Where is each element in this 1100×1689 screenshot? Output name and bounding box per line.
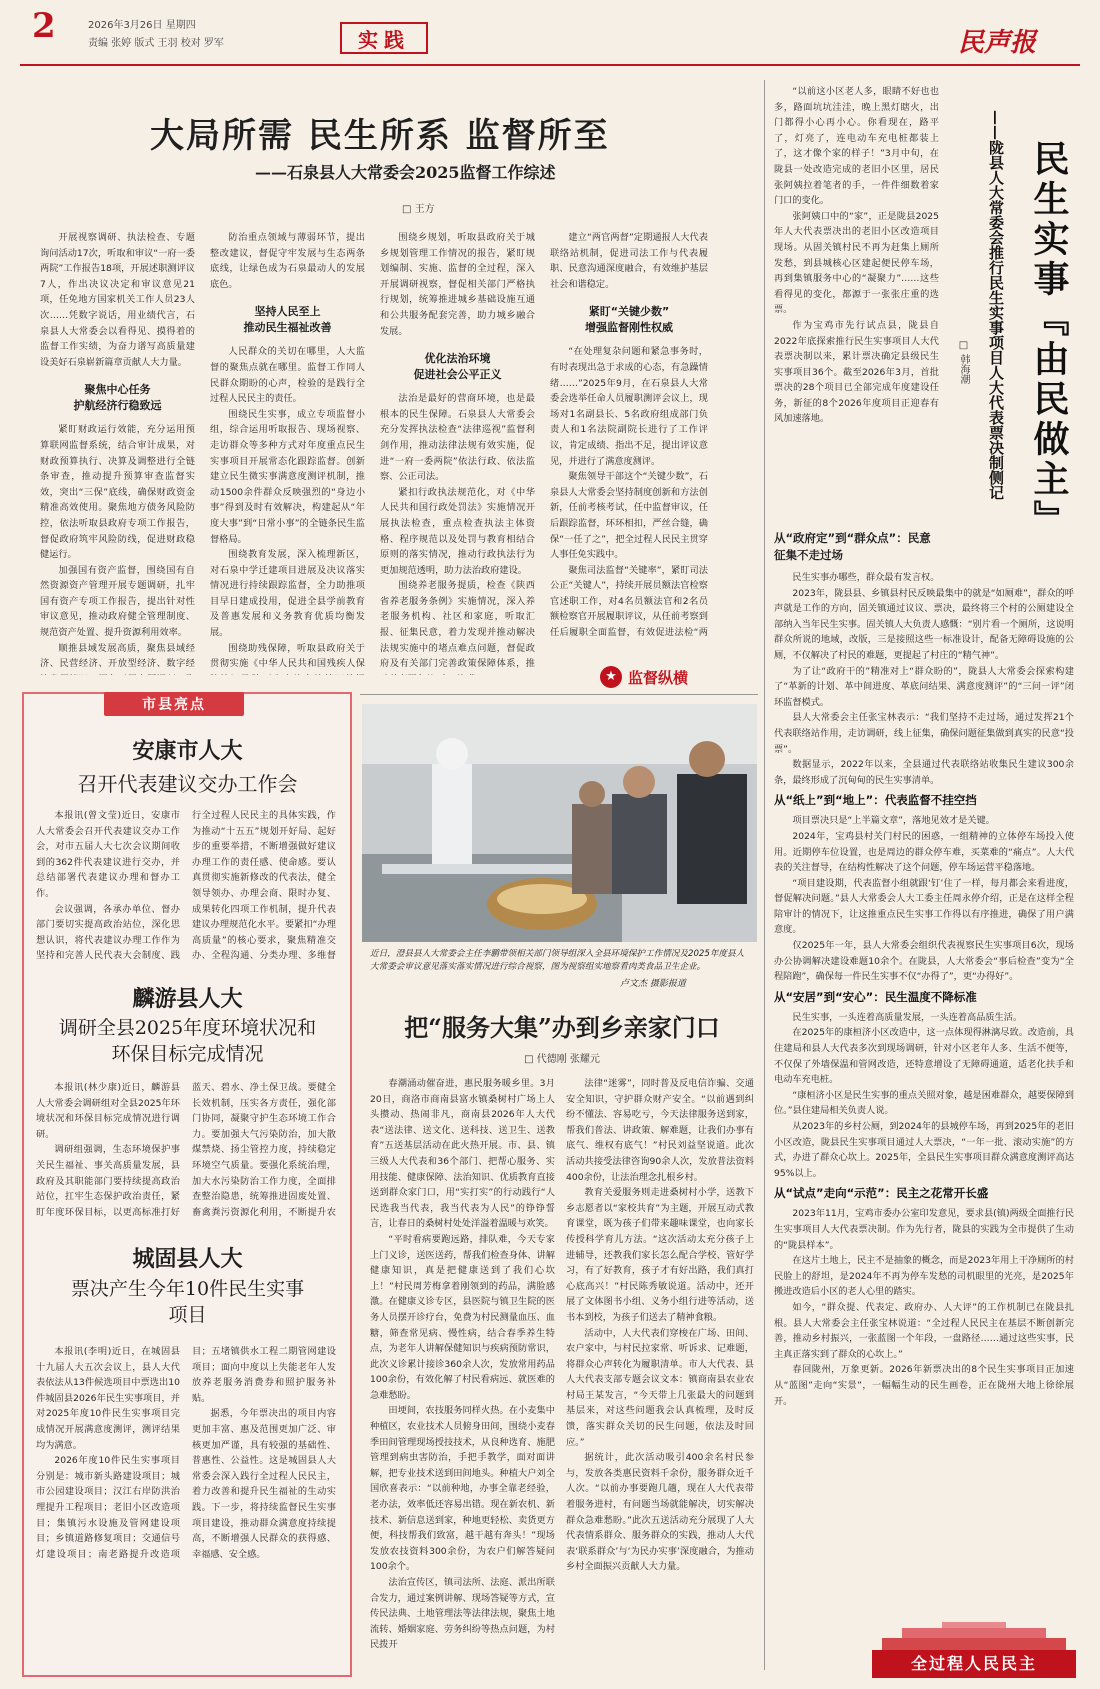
city-news-2-body (36, 1080, 336, 1224)
lead-paragraph: 紧盯财政运行效能，充分运用预算联网监督系统，结合审计成果，对财政预算执行、决算及调整进行全链条审查，推动提升预算审查监督实效，突出“三保”底线，确保财政资金精准高效使用。聚焦地方债务风险防控，依法听取县政府专项工作报告，督促政府筑牢风险防线，促进财政稳健运行。 (40, 424, 195, 561)
story-paragraph: 活动中，人大代表们穿梭在广场、田间、农户家中，与村民拉家常、听诉求、记难题，将群众心声转化为履职清单。市人大代表、县人大代表支部专题会议文本：镇商南县农业农村局王某发言，“今天带上几张最大的问题到基层来，对这些问题我会认真梳理，及时反馈，落实群众关切的民生问题，依法及时回应。” (566, 1327, 754, 1448)
header-editors: 责编 张婷 版式 王羽 校对 罗军 (88, 38, 224, 49)
lead-paragraph: 顺推县域发展高质，聚焦县域经济、民营经济、开放型经济、数字经 (40, 642, 195, 670)
column-tag (600, 664, 740, 690)
sidebar-paragraph: 张阿姨口中的“家”，正是陇县2025年人大代表票决出的老旧小区改造项目现场。从固关镇村民不再为赶集上厕所发愁，到县城核心区建起便民停车场，再到集镇服务中心的“凝聚力”……这些看得见的变化，都源于一张张庄重的选票。 (774, 210, 939, 316)
photo-caption: 近日，澄县县人大常委会主任李鹏带领相关部门领导组深入全县环境保护工作情况及2025年度县人大常委会审议意见落实落实情况进行综合视察，图为视察组实地察看肉类食品卫生企业。 (370, 949, 745, 972)
sidebar-heading: 从“试点”走向“示范”：民主之花常开长盛 (774, 1186, 989, 1201)
city-news-2-head: 麟游县人大 (132, 986, 243, 1012)
sidebar-paragraph: “康桓济小区是民生实事的重点关照对象，越是困难群众，越要保障到位。”县住建局相关负责人说。 (774, 1089, 1074, 1117)
sidebar-paragraph: 2023年，陇县县、乡镇县村民反映最集中的就是“如厕难”，群众的呼声就是工作的方向，固关镇通过议议、票决，最终将三个村的公厕建设全部纳入当年民生实事。固关镇人大负责人感慨：“别片看一个厕所，这说明群众所说的地域，改版，三是接照这些一标准设计，配备无障碍设施的公厕，不仅解决了村民的难题，更提起了村庄的“精气神”。 (774, 587, 1074, 661)
sidebar-paragraph: 仅2025年一年，县人大常委会组织代表视察民生实事项目6次，现场办公协调解决建设难题10余个。在陇县，人大常委会“事后检查”变为“全程陪跑”，确保每一件民生实事不仅“办得了”，更“办得好”。 (774, 940, 1074, 983)
city-news-3-head: 城固县人大 (132, 1246, 243, 1272)
sidebar-paragraph: “以前这小区老人多，眼睛不好也也多，路面坑坑洼洼，晚上黑灯瞎火，出门都得小心再小心。你看现在，路平了，灯亮了，连电动车充电桩都装上了，这才像个家的样子！”3月中旬，在陇县一处改造完成的老旧小区里，居民张阿姨拉着笔者的手，一件件细数着家门口的变化。 (774, 86, 939, 207)
city-news-2-sub: 调研全县2025年度环境状况和环保目标完成情况 (58, 1017, 317, 1065)
lead-subhead: 聚焦中心任务 护航经济行稳致远 (73, 383, 162, 413)
story-byline: □ 代德刚 张耀元 (524, 1054, 600, 1065)
lead-subhead: 优化法治环境 促进社会公平正义 (413, 352, 502, 382)
lead-col-4 (550, 230, 708, 640)
sidebar-byline: □ 韩海潮 (958, 340, 969, 385)
lead-paragraph: 围绕助残保障，听取县政府关于贯彻实施《中华人民共和国残疾人保 (210, 642, 365, 670)
section-label: 实践 (358, 27, 410, 52)
star-icon: ★ (600, 666, 622, 688)
page-number: 2 (32, 6, 56, 46)
sidebar-subtitle: ——陇县人大常委会推行民生实事项目人大代表票决制侧记 (987, 110, 1005, 500)
sidebar-paragraph: 如今，“群众提、代表定、政府办、人大评”的工作机制已在陇县扎根。县人大常委会主任张宝林说道：“全过程人民民主在基层不断创新完善，推动乡村振兴，一张蓝图一个年段，一盘路径……通过这些实事，民主真正落实到了群众的心坎上。” (774, 1301, 1074, 1360)
lead-paragraph: 围绕乡规划，听取县政府关于城乡规划管理工作情况的报告，紧盯规划编制、实施、监督的全过程，深入开展调研视察，督促相关部门严格执行规划，统筹推进城乡基础设施互通和公共服务配套完善，助力城乡融合发展。 (380, 232, 535, 337)
city-tag-label: 市县亮点 (142, 697, 206, 713)
great-hall-illustration (872, 1620, 1076, 1650)
city-news-1-body (36, 808, 336, 968)
lead-paragraph: 围绕养老服务提质，检查《陕西省养老服务条例》实施情况，深入养老服务机构、社区和家庭，听取汇报、征集民意，着力发现并推动解决法规实施中的堵点难点问题，督促政府及有关部门完善政策保障体系，推 (380, 580, 535, 670)
sidebar-paragraph: 在2025年的康桓济小区改造中，这一点体现得淋漓尽致。改造前，具住建局和县人大代表多次到现场调研，针对小区老年人多、生活不便等，不仅保了外墙保温和管网改造，还特意增设了无障碍通道，适老化扶手和电动车充电桩。 (774, 1027, 1074, 1086)
lead-col-2 (210, 230, 365, 675)
lead-paragraph: 防治重点领域与薄弱环节，提出整改建议，督促守牢发展与生态两条底线，让绿色成为石泉最动人的发展底色。 (210, 232, 365, 290)
lead-bottom-rule (360, 694, 758, 695)
lead-paragraph: 围绕教育发展，深入梳理新区，对石泉中学迁建项目进展及决议落实情况进行持续跟踪监督，全力助推项目早日建成投用，促进全县学前教育及普惠发展和义务教育优质均衡发展。 (210, 549, 365, 639)
photo-credit: 卢文杰 摄影报道 (620, 979, 686, 989)
story-col-1 (370, 1076, 555, 1676)
sidebar-title: 民生实事『由民做主』 (1028, 140, 1070, 540)
sidebar-paragraph: 县人大常委会主任张宝林表示：“我们坚持不走过场，通过发挥21个代表联络站作用，走访调研，线上征集，确保问题征集做到真实的民意“投票”。 (774, 712, 1074, 755)
bottom-banner-label: 全过程人民民主 (872, 1650, 1076, 1678)
story-paragraph: 田埂间，农技服务同样火热。在小麦集中种植区，农业技术人员俯身田间，围绕小麦春季田间管理现场授技技术，从良种选育、施肥管理到病虫害防治，手把手教学，面对面讲解，把专业技术送到田间地头。种植大户刘全国欣喜表示：“以前种地，办事全靠老经验，老办法，效率低还容易出错。现在新农机、新技术、新信息送到家，种地更轻松、卖货更方便，科技帮我们致富，越干越有奔头！”现场发放农技资料300余份，为农户们解答疑问100余个。 (370, 1405, 555, 1573)
city-paragraph: 据悉，今年票决出的项目内容更加丰富、惠及范围更加广泛、审核更加严谨，具有较强的基础性、普惠性、公益性。这是城固县人大常委会深入践行全过程人民民主，着力改善和提升民生福祉的生动实践。下一步，将持续监督民生实事项目建设，推动群众满意度持续提高，不断增强人民群众的获得感、幸福感、安全感。 (192, 1408, 336, 1560)
lead-col-3 (380, 230, 535, 675)
story-paragraph: 法律“迷雾”，同时普及反电信诈骗、交通安全知识，守护群众财产安全。“以前遇到纠纷不懂法、容易吃亏，今天法律服务送到家，帮我们普法、讲政策、解难题，让我们办事有底气、维权有底气！”村民刘益坚说道。此次活动共接受法律咨询90余人次，发放普法资料400余份，让法治理念扎根乡村。 (566, 1078, 754, 1183)
sidebar-heading: 从“政府定”到“群众点”：民意征集不走过场 (774, 531, 931, 562)
lead-paragraph: 聚焦领导干部这个“关键少数”，石泉县人大常委会坚持制度创新和方法创新，任前考核考试，任中监督审议，任后跟踪监督，环环相扣，严丝合缝，确保“一任了之”，把全过程人民民主贯穿人事任免实践中。 (550, 471, 708, 561)
story-title: 把“服务大集”办到乡亲家门口 (404, 1013, 720, 1042)
city-news-1-sub: 召开代表建议交办工作会 (77, 772, 298, 796)
city-tag (104, 692, 244, 716)
header-rule (20, 64, 1080, 66)
sidebar-paragraph: 从2023年的乡村公厕，到2024年的县城停车场，再到2025年的老旧小区改造，陇县民生实事项目通过人大票决，“一年一批、滚动实施”的方式，办进了群众心坎上。2025年，全县民生实事项目群众满意度测评高达95%以上。 (774, 1121, 1074, 1179)
story-paragraph: 教育关爱服务则走进桑树村小学，送教下乡志愿者以“家校共育”为主题，开展互动式教育课堂，既为孩子们带来趣味课堂，也向家长传授科学育儿方法。“这次活动太充分孩子上进辅导，还教我们家长怎么配合学校、管好学习，有了好教育，孩子才有好出路，我们真打心底高兴！”村民陈秀敏说道。活动中，还开展了文体图书小组、义务小组行进等活动，送书本到校，为孩子们送去了精神食粮。 (566, 1187, 754, 1323)
story-col-2 (566, 1076, 754, 1676)
lead-paragraph: 人民群众的关切在哪里，人大监督的聚焦点就在哪里。监督工作同人民群众期盼的心声，检验的是践行全过程人民民主的责任。 (210, 346, 365, 405)
lead-title: 大局所需 民生所系 监督所至 (150, 116, 610, 156)
lead-paragraph: 开展视察调研、执法检查、专题询问活动17次，听取和审议“一府一委两院”工作报告18项，开展述职测评议7人，作出决议决定和审议意见21项，任免地方国家机关工作人员23人次……凭数字说话，用业绩代言，石泉县人大常委会以看得见、摸得着的监督工作实绩，为奋力谱写高质量建设美好石泉崭新篇章贡献人大力量。 (40, 232, 195, 368)
sidebar-paragraph: 春回陇州，万象更新。2026年新票决出的8个民生实事项目正加速从“蓝图”走向“实景”，一幅幅生动的民生画卷，正在陇州大地上徐徐展开。 (774, 1364, 1074, 1407)
lead-paragraph: 聚焦司法监督“关键率”，紧盯司法公正“关键人”，持续开展员额法官检察官述职工作，对4名员额法官和2名员额检察官开展履职评议，从任前考察到任后履职全面监督，有效促进法检“两 (550, 564, 708, 639)
sidebar-paragraph: “项目建设期，代表监督小组就跟‘钉’住了一样，每月都会来看进度，督促解决问题。”县人大常委会人大工委主任周永停介绍，正是在这样全程陪审计的情况下，让这推重点民生实事工作得以有序推进，确保了用户满意度。 (774, 877, 1074, 936)
sidebar-paragraph: 2023年11月，宝鸡市委办公室印发意见，要求县(镇)两级全面推行民生实事项目人大代表票决制。作为先行者，陇县的实践为全市提供了生动的“陇县样本”。 (774, 1208, 1074, 1251)
sidebar-body (774, 570, 1074, 1650)
news-photo (362, 704, 757, 942)
sidebar-paragraph: 项目票决只是“上半篇文章”，落地见效才是关键。 (792, 815, 995, 827)
sidebar-paragraph: 在这片土地上，民主不是抽象的概念，而是2023年用上干净厕所的村民脸上的舒坦，是2024年不再为停车发愁的司机眼里的光亮，是2025年搬进改造后小区的老人心里的踏实。 (774, 1255, 1074, 1298)
city-news-1-head: 安康市人大 (132, 738, 243, 764)
lead-subhead: 坚持人民至上 推动民生福祉改善 (243, 305, 332, 335)
lead-paragraph: “在处理复杂问题和紧急事务时，有时表现出急于求成的心态，有急躁情绪……”2025年9月，在石泉县人大常委会选举任命人员履职测评会议上，现场对1名副县长、5名政府组成部门负责人和1名法院副院长进行了工作评议，肯定成绩、指出不足，提出评议意见，并进行了满意度测评。 (550, 346, 708, 467)
lead-subtitle: ——石泉县人大常委会2025监督工作综述 (255, 163, 556, 182)
city-paragraph: 本报讯(李明)近日，在城固县十九届人大五次会议上，县人大代表依法从13件候选项目中票选出10件城固县2026年民生实事项目，并对2025年度10件民生实事项目完成情况开展满意度测评，测评结果均为满意。 (36, 1346, 180, 1451)
sidebar-paragraph: 为了让“政府干的”精准对上“群众盼的”，陇县人大常委会探索构建了“革新的计划、革中间进度、革底问结果、满意度测评”的“三问一评”闭环监督模式。 (774, 665, 1074, 708)
lead-paragraph: 建立“两官两督”定期通报人大代表联络站机制，促进司法工作与代表履职、民意沟通深度融合，有效维护基层社会和谐稳定。 (550, 232, 708, 290)
city-paragraph: 调研组强调，生态环境保护事关民生福祉、事关高质量发展，县政府及其职能部门要持续提高政治站位，扛牢生态保护政治责任，紧盯年度环保目标，以更高标准打好蓝天、碧水、净土保卫战。要健全长效机制，压实各方责任，强化部门协同，凝聚守护生态环境工作合力。要加强大气污染防治，加大散煤禁烧、扬尘管控力度，持续稳定环境空气质量。要强化系统治理，加大水污染防治工作力度，全面排查整治隐患，统筹推进固废处置、畜禽粪污资源化利用，不断提升农 (36, 1082, 336, 1218)
story-paragraph: 法治宣传区，镇司法所、法庭、派出所联合发力，通过案例讲解、现场答疑等方式，宣传民法典、土地管理法等法律法规，聚焦土地流转、婚姻家庭、劳务纠纷等热点问题，为村民拨开 (370, 1577, 555, 1651)
sidebar-divider (764, 80, 765, 1670)
sidebar-paragraph: 数据显示，2022年以来，全县通过代表联络站收集民生建议300余条，最终形成了沉甸甸的民生实事清单。 (774, 759, 1074, 786)
story-paragraph: 春潮涌动催奋进，惠民服务暖乡里。3月20日，商洛市商南县富水镇桑树村广场上人头攒动、热闹非凡，商南县2026年人大代表“送法律、送文化、送科技、送卫生、送教育”五送基层活动在此火热开展。市、县、镇三级人大代表和36个部门、把帮心服务、实用技能、健康保障、法治知识、优质教育直接送到群众家门口，用“实打实”的行动践行“人民选我当代表，我当代表为人民”的铮铮誓言，让春日的桑树村处处洋溢着温暖与欢笑。 (370, 1078, 555, 1230)
lead-paragraph: 围绕民生实事，成立专项监督小组，综合运用听取报告、现场视察、走访群众等多种方式对年度重点民生实事项目开展常态化跟踪监督。创新建立民生微实事满意度测评机制，推动1500余件群众反映强烈的“身边小事”得到及时有效解决，构建起从“年度大事”到“日常小事”的全链条民生监督格局。 (210, 408, 365, 545)
lead-col-1 (40, 230, 195, 675)
sidebar-paragraph: 民生实事，一头连着高质量发展，一头连着高品质生活。 (792, 1011, 1023, 1023)
lead-paragraph: 加强国有资产监督，围绕国有自然资源资产管理开展专题调研，扎牢国有资产专项工作报告，提出针对性审议意见，推动政府健全管理制度、规范资产处置、提升资源利用效率。 (40, 564, 195, 639)
section-badge (340, 22, 428, 54)
lead-byline: □ 王方 (402, 204, 435, 215)
header-date: 2026年3月26日 星期四 (88, 20, 196, 31)
sidebar-intro (774, 84, 939, 529)
photo-illustration (362, 704, 757, 942)
sidebar-heading: 从“纸上”到“地上”：代表监督不挂空挡 (774, 793, 977, 808)
lead-subhead: 紧盯“关键少数” 增强监督刚性权威 (585, 305, 673, 335)
city-news-3-body (36, 1344, 336, 1666)
city-paragraph: 本报讯(曾文莹)近日，安康市人大常委会召开代表建议交办工作会，对市五届人大七次会议期间收到的362件代表建议进行交办，并总结部署代表建议办理和督办工作。 (36, 810, 180, 899)
story-paragraph: 据统计，此次活动吸引400余名村民参与，发放各类惠民资料千余份，服务群众近千人次。“以前办事要跑几趟，现在人大代表带着服务进村，有问题当场就能解决，切实解决群众急难愁盼。”此次五送活动充分展现了人大代表情系群众、服务群众的实践，推动人大代表‘联系群众’与‘为民办实事’深度融合，为推动乡村全面振兴贡献人大力量。 (566, 1452, 754, 1573)
city-news-3-sub: 票决产生今年10件民生实事项目 (70, 1278, 305, 1326)
page-header (0, 0, 1100, 76)
sidebar-heading: 从“安居”到“安心”：民生温度不降标准 (774, 989, 977, 1004)
city-paragraph: 会议强调，各承办单位、督办部门要切实提高政治站位，深化思想认识，将代表建议办理工作作为坚持和完善人民代表大会制度、践行全过程人民民主的具体实践，作为推动“十五五”规划开好局、起好步的重要举措，不断增强做好建议办理工作的责任感、使命感。要认真贯彻实施新修改的代表法，健全领导领办、办理会商、限时办复、成果转化四项工作机制，提升代表建议办理规范化水平。要紧扣“办理高质量”的核心要求，聚焦精准交办、全程沟通、分类办理、多维督 (36, 810, 336, 962)
lead-paragraph: 法治是最好的营商环境，也是最根本的民生保障。石泉县人大常委会充分发挥执法检查“法律巡视”监督利剑作用，推动法律法规有效实施，促进“一府一委两院”依法行政、依法监察、公正司法。 (380, 393, 535, 483)
story-paragraph: “平时看病要跑远路，排队难，今天专家上门义诊，送医送药，帮我们检查身体、讲解健康知识，真是把健康送到了我们心坎上！”村民周芳梅拿着刚领到的药品，满脸感激。在健康义诊专区，县医院与镇卫生院的医务人员摆开诊疗台，免费为村民测量血压、血糖，筛查常见病、慢性病，结合春季养生特点，为老年人讲解保健知识与疾病预防常识，此次义诊累计接诊360余人次，发放常用药品100余份，有效化解了村民看病远、就医难的急难愁盼。 (370, 1233, 555, 1401)
masthead-logo: 民声报 (958, 28, 1037, 58)
sidebar-paragraph: 民生实事办哪些，群众最有发言权。 (792, 572, 940, 583)
sidebar-paragraph: 2024年，宝鸡县村关门村民的困惑，一组精神的立体停车场投入使用。近期停车位设置，也是周边的群众停车难，买菜难的“痛点”。人大代表的关注督导，在结构性解决了这个问题，停车场运营平稳落地。 (774, 830, 1074, 874)
lead-paragraph: 紧扣行政执法规范化，对《中华人民共和国行政处罚法》实施情况开展执法检查，重点检查执法主体资格、程序规范以及处罚与教育相结合原则的落实情况，推动行政执法行为更加规范透明，助力法治政府建设。 (380, 486, 535, 576)
city-paragraph: 本报讯(林少康)近日，麟游县人大常委会调研组对全县2025年环境状况和环保目标完成情况进行调研。 (36, 1082, 180, 1140)
column-tag-label: 监督纵横 (628, 668, 689, 687)
sidebar-paragraph: 作为宝鸡市先行试点县，陇县自2022年底探索推行民生实事项目人大代表票决制以来，累计票决确定县级民生实事项目36个。截至2026年3月，首批票决的28个项目已全部完成年度建设任务，新征的8个2026年度项目正迎春有风加速落地。 (774, 319, 939, 425)
bottom-banner (872, 1620, 1076, 1680)
city-paragraph: 2026年度10件民生实事项目分别是：城市新头路建设项目；城市公园建设项目；汉江右岸防洪治理提升工程项目；老旧小区改造项目；集镇污水设施及管网建设项目；乡镇道路修复项目；交通信号灯建设项目；南老路提升改造项目；五堵镇供水工程二期管网建设项目；面向中度以上失能老年人发放养老服务消费券和照护服务补贴。 (36, 1346, 336, 1560)
